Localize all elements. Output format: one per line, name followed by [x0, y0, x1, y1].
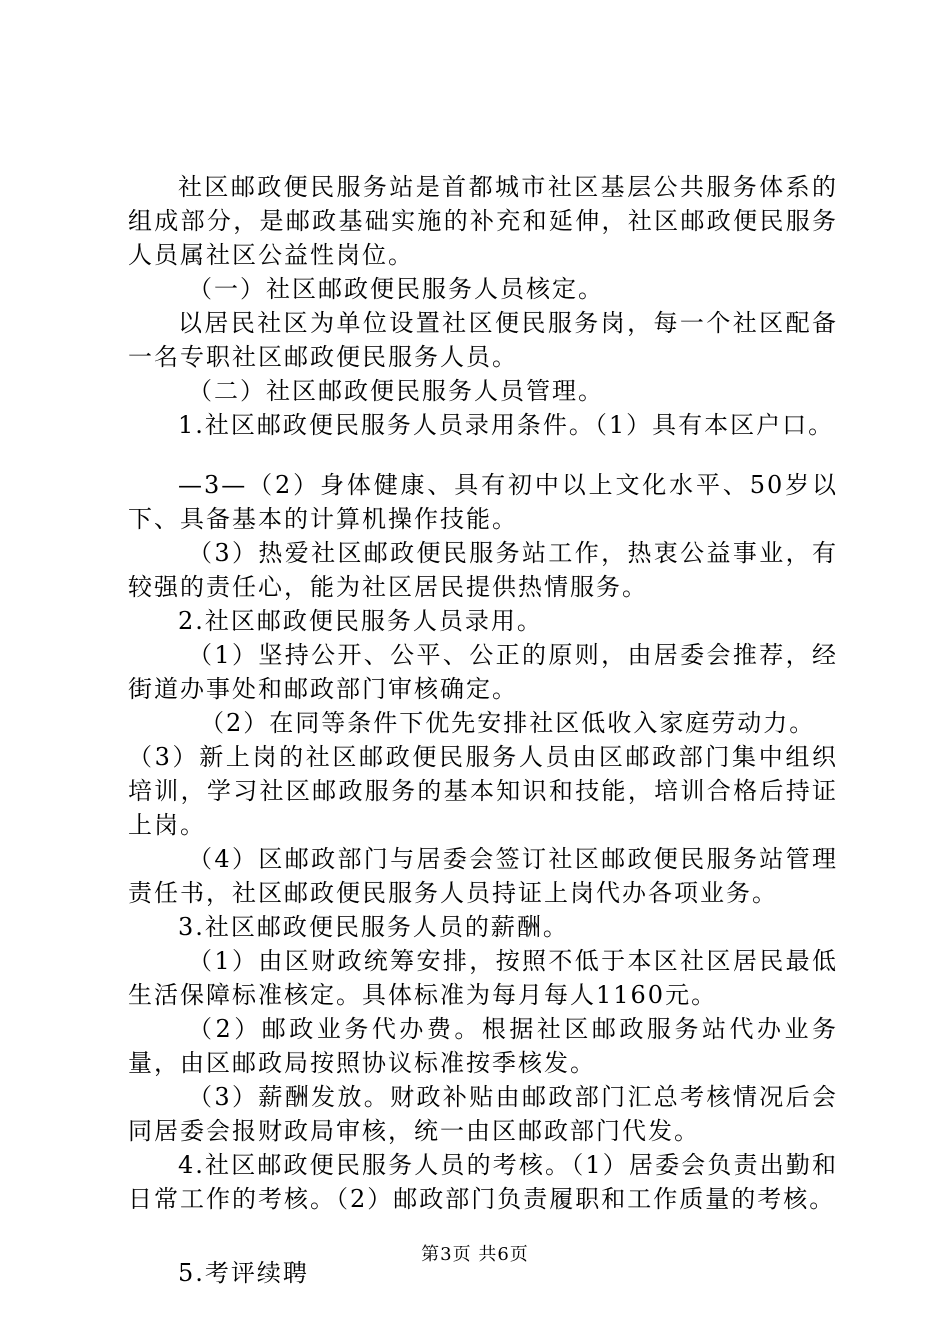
page-number-footer: 第3页 共6页 — [421, 1244, 529, 1265]
paragraph-staffing: 以居民社区为单位设置社区便民服务岗，每一个社区配备一名专职社区邮政便民服务人员。 — [128, 309, 838, 371]
section-heading-2: （二）社区邮政便民服务人员管理。 — [188, 377, 604, 405]
item-salary: 3.社区邮政便民服务人员的薪酬。 — [178, 913, 569, 941]
item-salary-1: （1）由区财政统筹安排，按照不低于本区社区居民最低生活保障标准核定。具体标准为每月每人1160元。 — [128, 947, 838, 1009]
item-salary-2: （2）邮政业务代办费。根据社区邮政服务站代办业务量，由区邮政局按照协议标准按季核发。 — [128, 1015, 838, 1077]
item-hiring-conditions: 1.社区邮政便民服务人员录用条件。（1）具有本区户口。 — [178, 411, 835, 439]
item-hiring: 2.社区邮政便民服务人员录用。 — [178, 607, 543, 635]
item-hiring-1: （1）坚持公开、公平、公正的原则，由居委会推荐，经街道办事处和邮政部门审核确定。 — [128, 641, 838, 703]
item-renewal: 5.考评续聘 — [178, 1259, 309, 1287]
item-condition-3: （3）热爱社区邮政便民服务站工作，热衷公益事业，有较强的责任心，能为社区居民提供热情服务。 — [128, 539, 838, 601]
item-condition-2: —3—（2）身体健康、具有初中以上文化水平、50岁以下、具备基本的计算机操作技能。 — [128, 471, 838, 533]
item-salary-3: （3）薪酬发放。财政补贴由邮政部门汇总考核情况后会同居委会报财政局审核，统一由区邮政部门代发。 — [128, 1083, 838, 1145]
paragraph-intro: 社区邮政便民服务站是首都城市社区基层公共服务体系的组成部分，是邮政基础实施的补充和延伸，社区邮政便民服务人员属社区公益性岗位。 — [128, 173, 838, 269]
spacer — [128, 442, 838, 468]
item-hiring-2: （2）在同等条件下优先安排社区低收入家庭劳动力。 — [200, 709, 816, 737]
item-hiring-4: （4）区邮政部门与居委会签订社区邮政便民服务站管理责任书，社区邮政便民服务人员持证上岗代办各项业务。 — [128, 845, 838, 907]
document-body — [128, 170, 838, 1290]
item-assessment: 4.社区邮政便民服务人员的考核。（1）居委会负责出勤和日常工作的考核。（2）邮政部门负责履职和工作质量的考核。 — [128, 1151, 838, 1213]
item-hiring-3: （3）新上岗的社区邮政便民服务人员由区邮政部门集中组织培训，学习社区邮政服务的基本知识和技能，培训合格后持证上岗。 — [128, 743, 838, 839]
section-heading-1: （一）社区邮政便民服务人员核定。 — [188, 275, 604, 303]
